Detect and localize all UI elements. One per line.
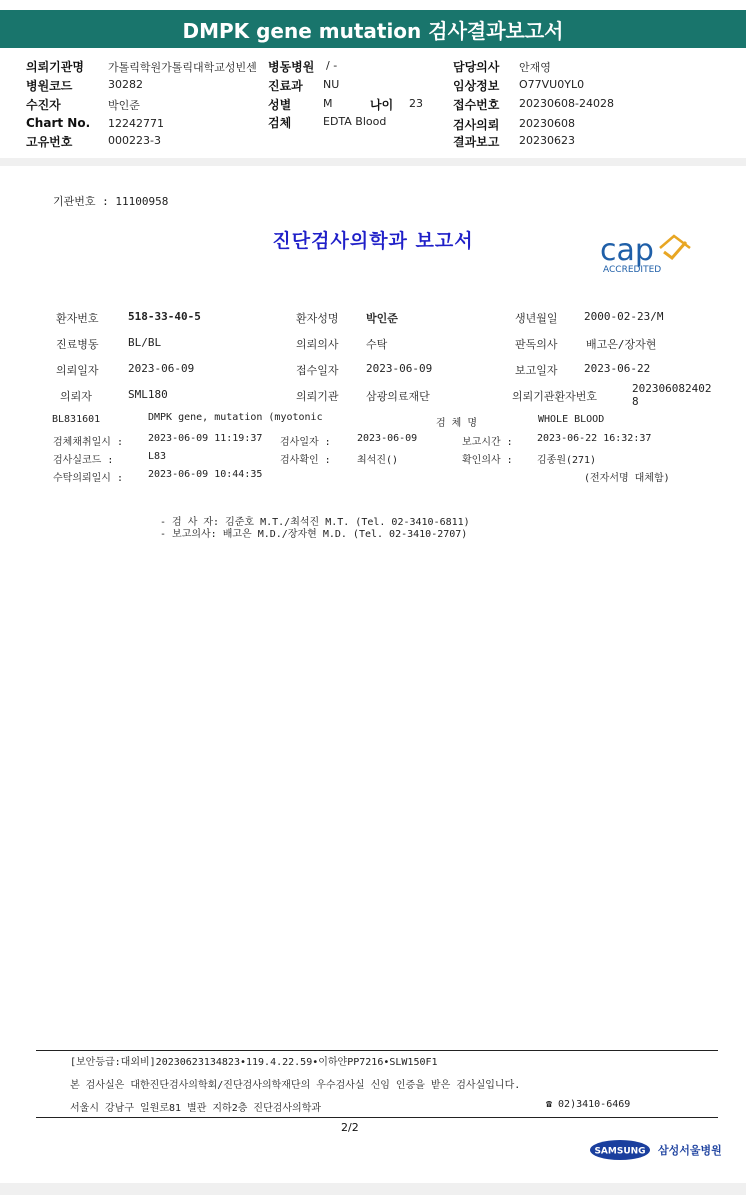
samsung-logo-text: SAMSUNG xyxy=(594,1146,646,1157)
header-label: 성별 xyxy=(268,98,292,112)
header-value: 30282 xyxy=(108,78,143,91)
field-label: 진료병동 xyxy=(56,338,99,351)
header-label: Chart No. xyxy=(26,116,91,130)
header-label: 결과보고 xyxy=(453,135,500,149)
field-value: 518-33-40-5 xyxy=(128,310,201,323)
page-bottom-band xyxy=(0,1183,746,1195)
header-value: 안재영 xyxy=(519,61,551,74)
header-label: 고유번호 xyxy=(26,135,73,149)
field-label: 접수일자 xyxy=(296,364,339,377)
certification-line: 본 검사실은 대한진단검사의학회/진단검사의학재단의 우수검사실 신임 인증을 받은 검사실입니다. xyxy=(70,1080,521,1091)
report-heading: 진단검사의학과 보고서 xyxy=(272,230,474,252)
field-value: 2023-06-09 xyxy=(366,362,433,375)
section-separator xyxy=(0,158,746,166)
header-label: 병원코드 xyxy=(26,79,73,93)
cap-accredited-logo xyxy=(600,232,695,278)
field-label: 의뢰기관 xyxy=(296,390,339,403)
field-value: 배고은/장자현 xyxy=(586,338,657,351)
institution-number: 기관번호 : 11100958 xyxy=(53,195,169,208)
staff-line: - 검 사 자: 김준호 M.T./최석진 M.T. (Tel. 02-3410-6811) xyxy=(160,517,470,528)
header-label: 담당의사 xyxy=(453,60,500,74)
field-label: 생년월일 xyxy=(515,312,558,325)
report-title-bar xyxy=(0,10,746,48)
header-value: M xyxy=(323,97,333,110)
confirm-value: 최석진() xyxy=(357,455,399,466)
header-value: 20230623 xyxy=(519,134,575,147)
collect-label: 검체채취일시 : xyxy=(53,437,124,448)
page-number: 2/2 xyxy=(341,1121,359,1134)
cap-check-mark xyxy=(664,242,686,258)
header-value: 000223-3 xyxy=(108,134,161,147)
cap-sub-text: ACCREDITED xyxy=(603,265,662,275)
header-value: 20230608 xyxy=(519,117,575,130)
field-value: 202306082402 xyxy=(632,382,712,395)
security-line: [보안등급:대외비]20230623134823•119.4.22.59•이하얀PP7216•SLW150F1 xyxy=(70,1057,438,1068)
collect-value: 2023-06-09 11:19:37 xyxy=(148,433,263,444)
header-value: 가톨릭학원가톨릭대학교성빈센 xyxy=(108,61,257,74)
header-label: 수진자 xyxy=(26,98,61,112)
field-label: 환자번호 xyxy=(56,312,99,325)
field-value: BL/BL xyxy=(128,336,162,349)
field-label: 보고일자 xyxy=(515,364,558,377)
field-label: 의뢰일자 xyxy=(56,364,99,377)
test-date-value: 2023-06-09 xyxy=(357,433,418,444)
footer-top-rule xyxy=(36,1050,718,1051)
footer-bottom-rule xyxy=(36,1117,718,1118)
lab-phone: ☎ 02)3410-6469 xyxy=(546,1099,631,1110)
lab-code-label: 검사실코드 : xyxy=(53,455,114,466)
header-value: 12242771 xyxy=(108,117,164,130)
field-value: 8 xyxy=(632,395,639,408)
field-value: 2000-02-23/M xyxy=(584,310,664,323)
header-label: 검사의뢰 xyxy=(453,118,500,132)
field-value: 삼광의료재단 xyxy=(366,390,430,403)
confirm-label: 검사확인 : xyxy=(280,455,331,466)
header-label: 나이 xyxy=(370,98,394,112)
header-label: 접수번호 xyxy=(453,98,500,112)
confirm-doc-value: 김종원(271) xyxy=(537,455,597,466)
specimen-label: 검 체 명 xyxy=(436,418,478,429)
field-label: 의뢰자 xyxy=(60,390,92,403)
header-value: 23 xyxy=(409,97,423,110)
field-value: 2023-06-09 xyxy=(128,362,195,375)
lab-code-value: L83 xyxy=(148,451,167,462)
report-time-value: 2023-06-22 16:32:37 xyxy=(537,433,652,444)
header-label: 진료과 xyxy=(268,79,303,93)
header-value: / - xyxy=(326,59,338,72)
specimen-value: WHOLE BLOOD xyxy=(538,414,605,425)
field-value: 수탁 xyxy=(366,338,388,351)
header-info xyxy=(0,55,746,155)
header-label: 임상정보 xyxy=(453,79,500,93)
hospital-name: 삼성서울병원 xyxy=(658,1144,722,1157)
test-date-label: 검사일자 : xyxy=(280,437,331,448)
header-value: 박인준 xyxy=(108,99,140,112)
samsung-hospital-logo xyxy=(590,1136,725,1164)
report-title: DMPK gene mutation 검사결과보고서 xyxy=(182,18,564,43)
consign-label: 수탁의뢰일시 : xyxy=(53,473,124,484)
address-line: 서울시 강남구 일원로81 별관 지하2층 진단검사의학과 xyxy=(70,1103,322,1114)
field-label: 환자성명 xyxy=(296,312,339,325)
field-label: 판독의사 xyxy=(515,338,558,351)
header-value: 20230608-24028 xyxy=(519,97,614,110)
field-value: 박인준 xyxy=(366,312,398,325)
header-label: 의뢰기관명 xyxy=(26,60,84,74)
staff-line: - 보고의사: 배고은 M.D./장자현 M.D. (Tel. 02-3410-2707) xyxy=(160,529,468,540)
field-value: SML180 xyxy=(128,388,168,401)
header-value: O77VU0YL0 xyxy=(519,78,585,91)
report-time-label: 보고시간 : xyxy=(462,437,513,448)
header-value: EDTA Blood xyxy=(323,115,387,128)
field-label: 의뢰기관환자번호 xyxy=(512,390,598,403)
header-label: 검체 xyxy=(268,116,292,130)
esign-note: (전자서명 대체함) xyxy=(584,473,670,484)
cap-logo-text: cap xyxy=(600,233,654,268)
test-name: DMPK gene, mutation (myotonic xyxy=(148,412,323,423)
consign-value: 2023-06-09 10:44:35 xyxy=(148,469,263,480)
header-label: 병동병원 xyxy=(268,60,315,74)
field-label: 의뢰의사 xyxy=(296,338,339,351)
test-code: BL831601 xyxy=(52,414,101,425)
confirm-doc-label: 확인의사 : xyxy=(462,455,513,466)
field-value: 2023-06-22 xyxy=(584,362,651,375)
header-value: NU xyxy=(323,78,340,91)
